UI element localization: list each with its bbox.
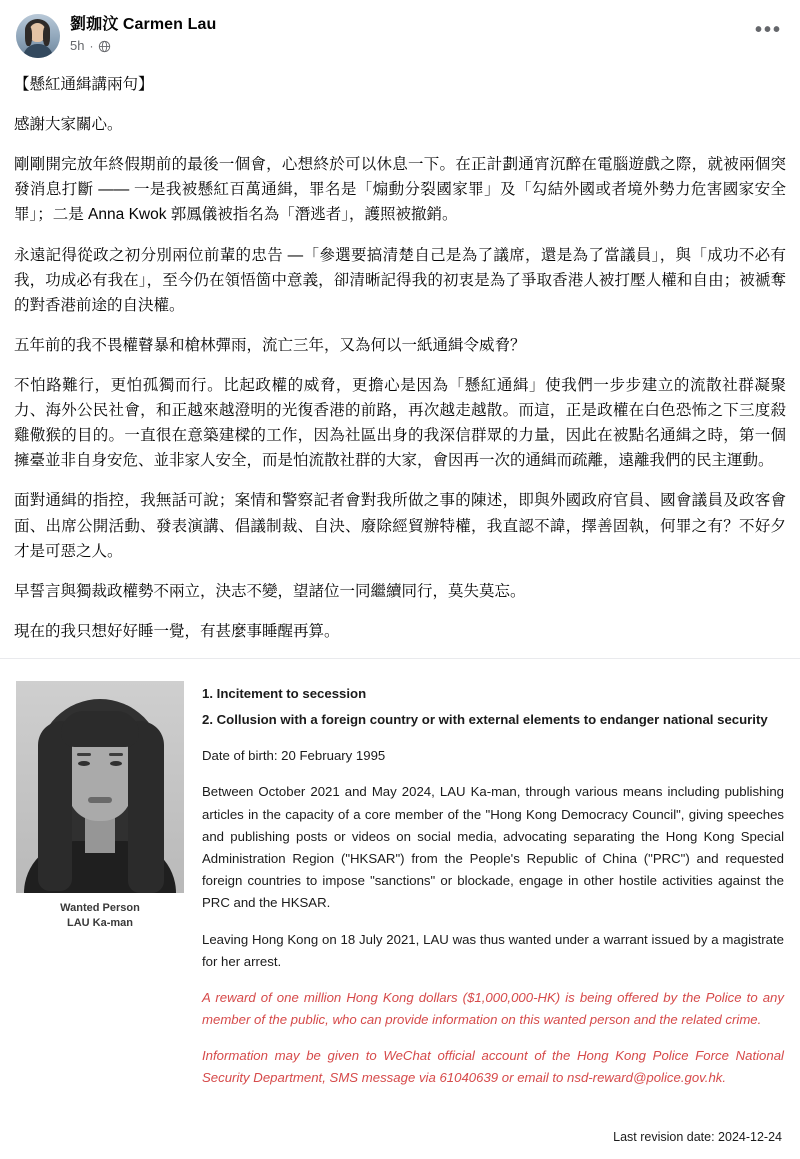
photo-eye-left bbox=[78, 761, 90, 766]
avatar[interactable] bbox=[16, 14, 60, 58]
warrant-description: Leaving Hong Kong on 18 July 2021, LAU was thus wanted under a warrant issued by a magistrate for her arrest. bbox=[202, 931, 784, 969]
case-description: Between October 2021 and May 2024, LAU Ka-man, through various means including publishing articles in the capacity of a core member of the "Hong Kong Democracy Council", giving speeches and publishing posts or videos on social media, advocating separating the Hong Kong Special Administration Region ("HKSAR") from the People's Republic of China ("PRC") and requested foreign countries to impose "sanctions" or blockade, engage in other hostile activities against the PRC and the HKSAR. bbox=[202, 784, 784, 911]
author-name[interactable]: 劉珈汶 Carmen Lau bbox=[70, 16, 217, 33]
photo-hair-left bbox=[38, 721, 72, 891]
post-body bbox=[0, 64, 800, 658]
photo-caption bbox=[16, 901, 184, 931]
post-paragraph: 永遠記得從政之初分別兩位前輩的忠告 —「參選要搞清楚自己是為了議席，還是為了當議員」，與「成功不必有我，功成必有我在」，至今仍在領悟箇中意義，卻清晰記得我的初衷是為了爭取香港人被打壓人權和自由；被褫奪的對香港前途的自決權。 bbox=[14, 246, 786, 314]
wanted-notice-text bbox=[202, 681, 784, 1096]
post-paragraph: 早誓言與獨裁政權勢不兩立，決志不變，望諸位一同繼續同行，莫失莫忘。 bbox=[14, 582, 526, 600]
charge-item-1: 1. Incitement to secession bbox=[202, 685, 367, 701]
photo-eyebrow-right bbox=[109, 753, 123, 756]
post-paragraph: 剛剛開完放年終假期前的最後一個會，心想終於可以休息一下。在正計劃通宵沉醉在電腦遊戲之際，就被兩個突發消息打斷 —— 一是我被懸紅百萬通緝，罪名是「煽動分裂國家罪」及「勾結外國或者境外勢力危害國家安全罪」；二是 Anna Kwok 郭鳳儀被指名為「潛逃者」，護照被撤銷。 bbox=[14, 156, 786, 224]
post-paragraph: 面對通緝的指控，我無話可說；案情和警察記者會對我所做之事的陳述，即與外國政府官員、國會議員及政客會面、出席公開活動、發表演講、倡議制裁、自決、廢除經貿辦特權，我直認不諱，擇善固執，何罪之有？不好夕才是可惡之人。 bbox=[14, 492, 786, 560]
post-meta bbox=[70, 38, 216, 54]
post-paragraph: 感謝大家關心。 bbox=[14, 116, 123, 134]
post-paragraph: 五年前的我不畏權瞽暴和槍林彈雨，流亡三年，又為何以一紙通緝令威脅？ bbox=[14, 336, 526, 354]
post-header bbox=[0, 0, 800, 64]
post-timestamp[interactable]: 5h bbox=[70, 38, 85, 53]
last-revision-date: Last revision date: 2024-12-24 bbox=[613, 1129, 782, 1144]
attached-wanted-notice[interactable] bbox=[0, 658, 800, 1158]
photo-eyebrow-left bbox=[77, 753, 91, 756]
post-paragraph: 現在的我只想好好睡一覺，有甚麼事睡醒再算。 bbox=[14, 622, 340, 640]
wanted-notice-inner bbox=[16, 681, 784, 1096]
meta-separator: · bbox=[89, 38, 94, 53]
photo-nose bbox=[96, 773, 103, 787]
globe-icon[interactable] bbox=[98, 40, 111, 53]
reward-notice: A reward of one million Hong Kong dollars ($1,000,000-HK) is being offered by the Police to any member of the public, who can provide information on this wanted person and the related crime. bbox=[202, 989, 784, 1028]
post-header-text bbox=[70, 14, 216, 54]
wanted-person-photo bbox=[16, 681, 184, 893]
photo-caption-title: Wanted Person bbox=[60, 901, 140, 914]
date-of-birth: Date of birth: 20 February 1995 bbox=[202, 748, 386, 764]
photo-mouth bbox=[88, 797, 112, 803]
wanted-photo-column bbox=[16, 681, 184, 931]
photo-caption-name: LAU Ka-man bbox=[66, 916, 133, 929]
contact-notice: Information may be given to WeChat official account of the Hong Kong Police Force National Security Department, SMS message via 61040639 or email to nsd-reward@police.gov.hk. bbox=[202, 1048, 784, 1086]
charge-item-2: 2. Collusion with a foreign country or with external elements to endanger national security bbox=[202, 712, 768, 728]
post-paragraph: 不怕路難行，更怕孤獨而行。比起政權的威脅，更擔心是因為「懸紅通緝」使我們一步步建立的流散社群凝聚力、海外公民社會，和正越來越澄明的光復香港的前路，再次越走越散。而這，正是政權在白色恐怖之下三度殺雞儆猴的目的。一直很在意築建樑的工作，因為社區出身的我深信群眾的力量，因此在被點名通緝之時，第一個擁臺並非自身安危、並非家人安全，而是怕流散社群的大家，會因再一次的通緝而疏離，遠離我們的民主運動。 bbox=[14, 376, 786, 470]
photo-fringe bbox=[61, 711, 139, 747]
avatar-hair-right bbox=[43, 26, 50, 46]
post-paragraph: 【懸紅通緝講兩句】 bbox=[14, 76, 154, 93]
photo-hair-right bbox=[128, 721, 164, 893]
photo-eye-right bbox=[110, 761, 122, 766]
post-options-icon[interactable]: ••• bbox=[754, 19, 782, 41]
avatar-hair-left bbox=[25, 26, 32, 46]
